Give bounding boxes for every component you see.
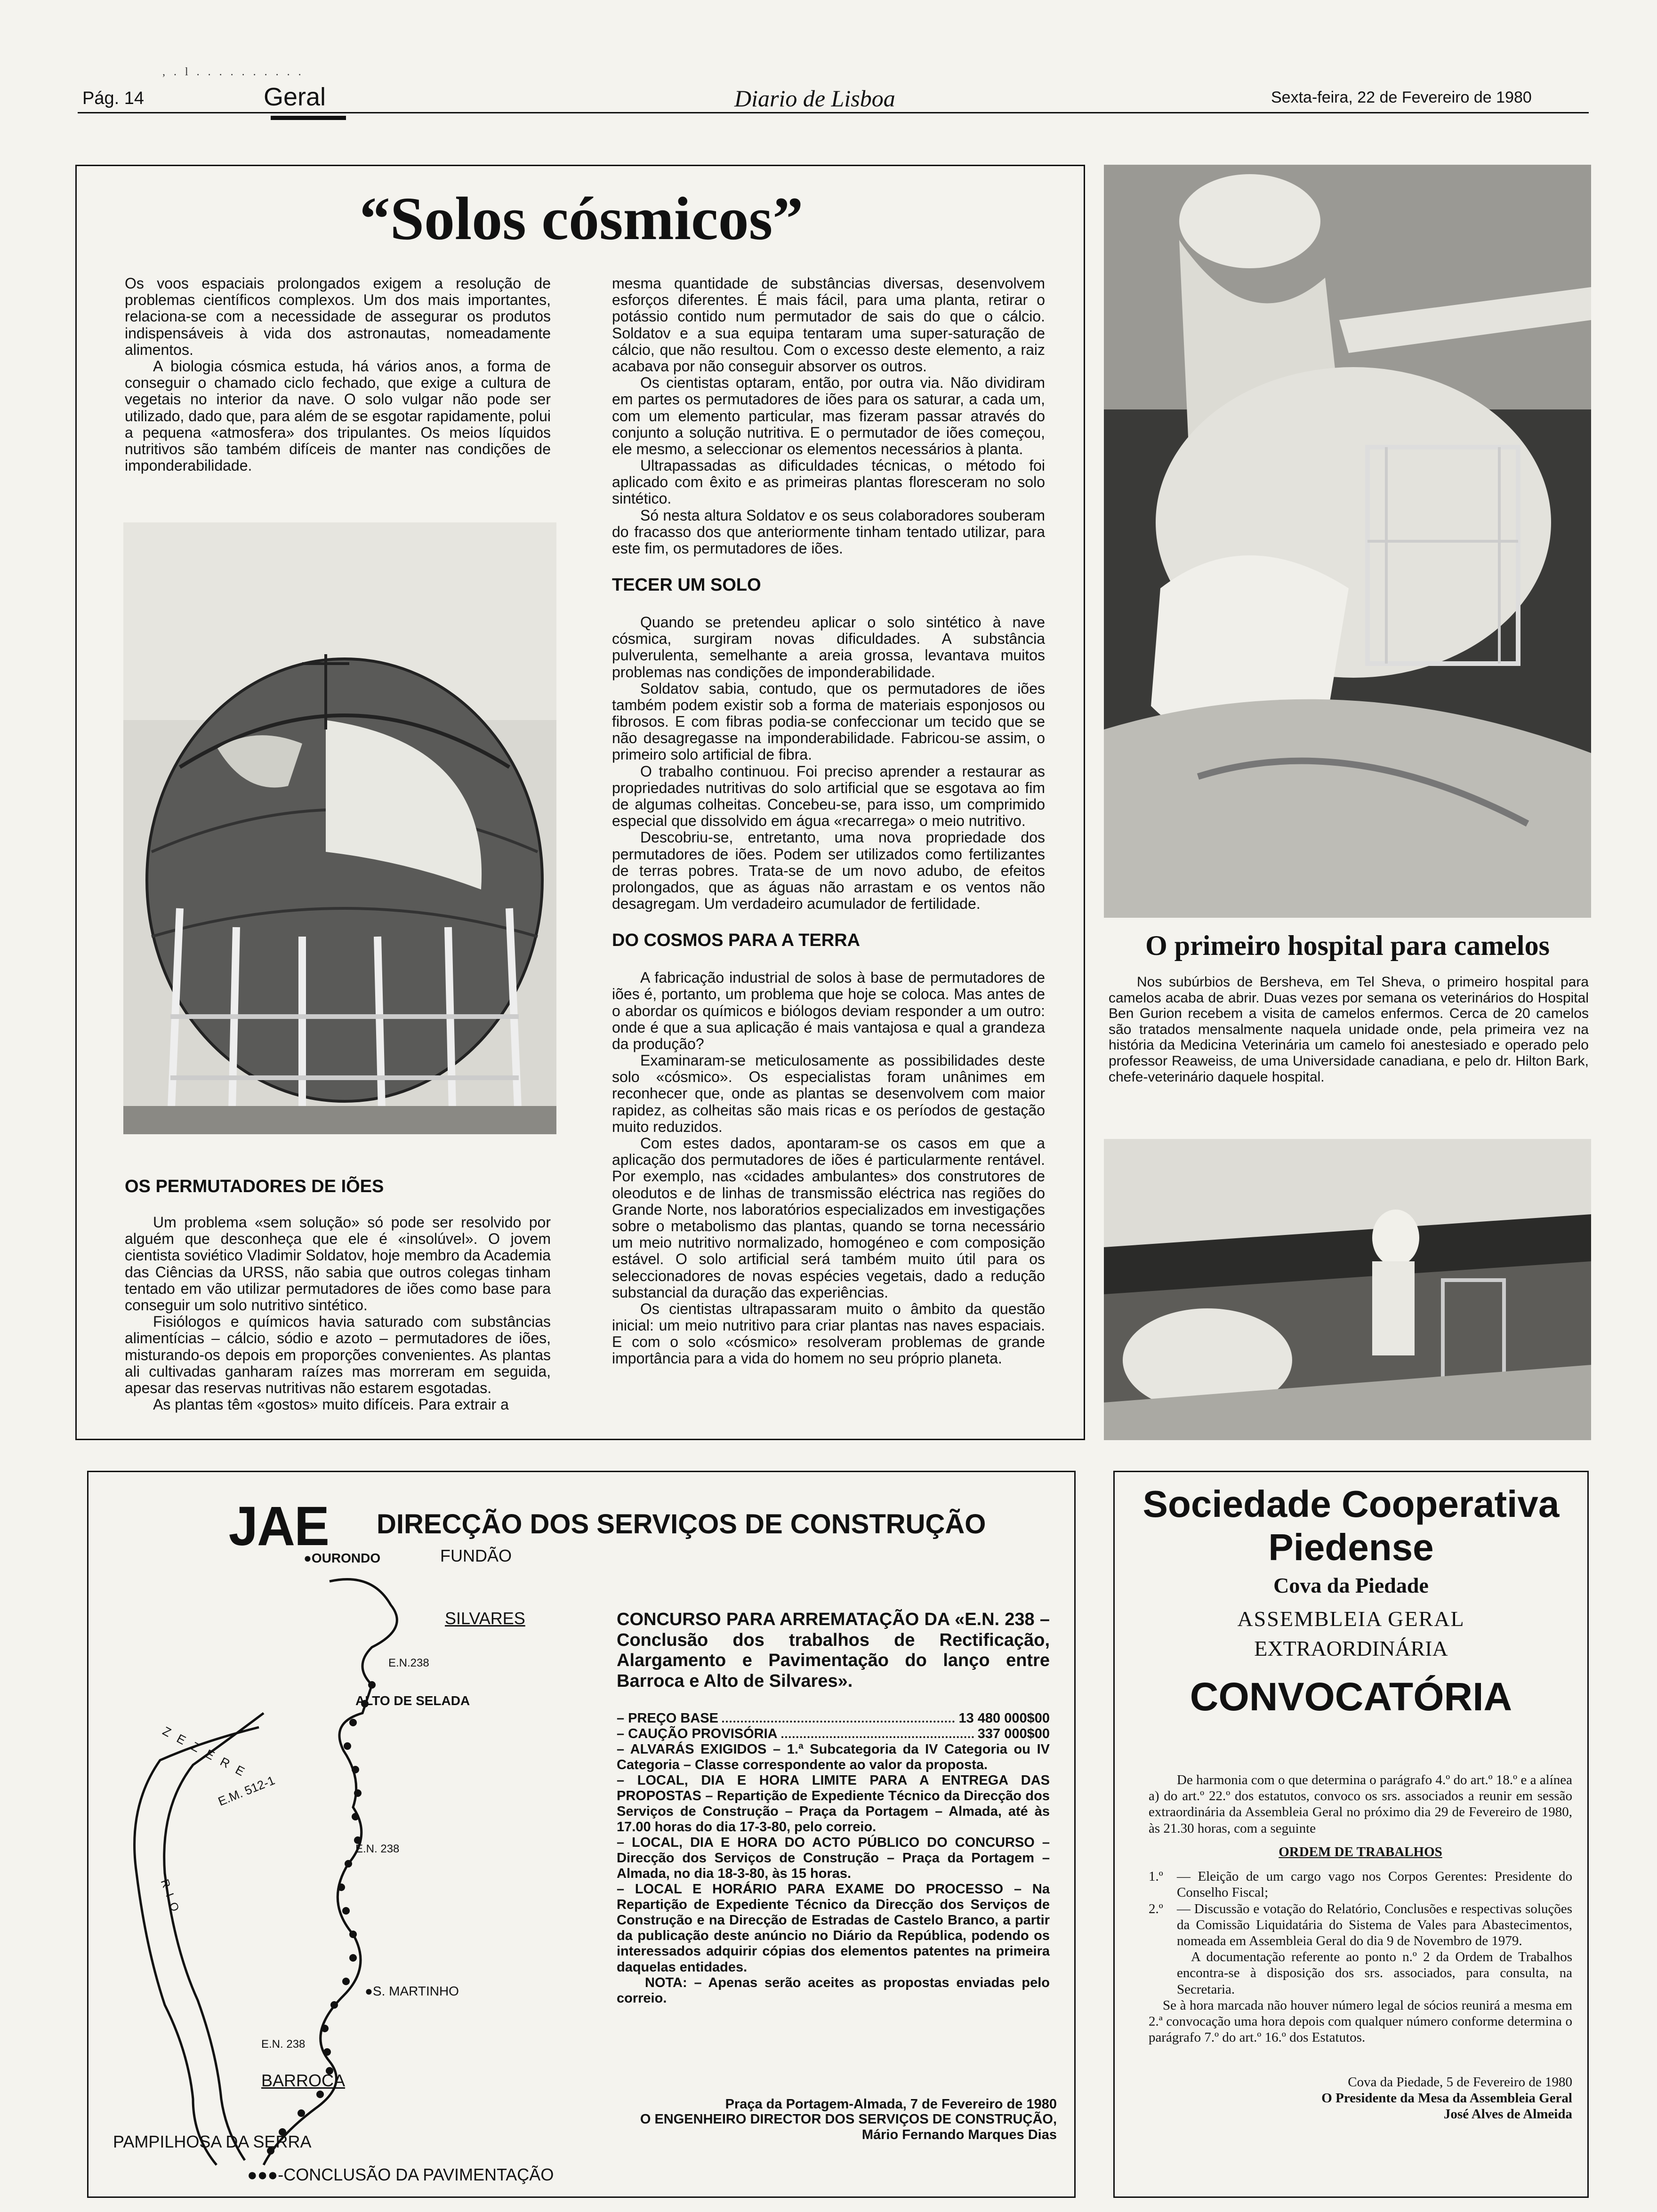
coop-quorum: Se à hora marcada não houver número legal de sócios reunirá a mesma em 2.ª convocação uma hora depois com qualquer número conforme determina o parágrafo 7.º do art.º 16.º dos Estatutos. bbox=[1149, 1997, 1572, 2045]
body-paragraph: Os cientistas ultrapassaram muito o âmbito da questão inicial: um meio nutritivo para criar plantas nas naves espaciais. E com o solo «cósmico» resolveram problemas de grande importância para a vida do homem no seu próprio planeta. bbox=[612, 1300, 1045, 1367]
jae-signoff bbox=[617, 2097, 1057, 2142]
map-label-barroca: BARROCA bbox=[261, 2071, 346, 2090]
notice-item: – LOCAL, DIA E HORA LIMITE PARA A ENTREGA DAS PROPOSTAS – Repartição de Expediente Técnico da Direcção dos Serviços de Construção – Praça da Portagem – Almada, até às 17.00 horas do dia 17-3-80, pelo correio. bbox=[617, 1772, 1050, 1835]
item-text: — Eleição de um cargo vago nos Corpos Gerentes: Presidente do Conselho Fiscal; bbox=[1177, 1869, 1572, 1900]
dome-photo bbox=[123, 522, 556, 1134]
body-paragraph: O trabalho continuou. Foi preciso aprender a restaurar as propriedades nutritivas do solo artificial que se esgotava ao fim de algumas colheitas. Concebeu-se, para isso, um comprimido especial que dissolvido em água «recarrega» o meio nutritivo. bbox=[612, 762, 1045, 830]
body-paragraph: Soldatov sabia, contudo, que os permutadores de iões também podem existir sob a forma de materiais esponjosos ou fibrosos. E com fibras podia-se confeccionar um tecido que se não desagregasse na imponderabilidade. Fabricou-se assim, o primeiro solo artificial de fibra. bbox=[612, 680, 1045, 763]
coop-item-2 bbox=[1149, 1901, 1572, 1949]
road-map bbox=[108, 1544, 603, 2193]
body-paragraph: Ultrapassadas as dificuldades técnicas, o método foi aplicado com êxito e as primeiras plantas floresceram no solo sintético. bbox=[612, 457, 1045, 507]
coop-sign-name: José Alves de Almeida bbox=[1443, 2106, 1572, 2122]
map-label-ourondo: ●OURONDO bbox=[304, 1551, 381, 1565]
jae-header: DIRECÇÃO DOS SERVIÇOS DE CONSTRUÇÃO bbox=[377, 1509, 986, 1539]
masthead: Diario de Lisboa bbox=[734, 85, 895, 112]
signoff-name: Mário Fernando Marques Dias bbox=[861, 2127, 1057, 2142]
caucao-row bbox=[617, 1726, 1050, 1742]
camel-ward-photo bbox=[1104, 1139, 1591, 1440]
map-label-alto-selada: ALTO DE SELADA bbox=[355, 1693, 470, 1708]
preco-base-value: 13 480 000$00 bbox=[958, 1710, 1050, 1726]
coop-assembly-1: ASSEMBLEIA GERAL bbox=[1237, 1607, 1465, 1631]
map-legend: ●●●-CONCLUSÃO DA PAVIMENTAÇÃO bbox=[247, 2165, 554, 2184]
body-paragraph: mesma quantidade de substâncias diversas, desenvolvem esforços diferentes. É mais fácil, para uma planta, retirar o potássio contido num permutador de sais do que o cálcio. Soldatov e a sua equipa tentaram uma super-saturação de cálcio, que não resultou. Com o excesso deste elemento, a raiz acabava por não conseguir absorver os outros. bbox=[612, 275, 1045, 375]
coop-intro: De harmonia com o que determina o parágrafo 4.º do art.º 18.º e a alínea a) do art.º 22.º dos estatutos, convoco os srs. associados a reunir em sessão extraordinária da Assembleia Geral no próximo dia 29 de Fevereiro de 1980, às 21.30 horas, com a seguinte bbox=[1149, 1772, 1572, 1836]
notice-item: – ALVARÁS EXIGIDOS – 1.ª Subcategoria da IV Categoria ou IV Categoria – Classe correspondente ao valor da proposta. bbox=[617, 1741, 1050, 1772]
intro-paragraph: Os voos espaciais prolongados exigem a resolução de problemas científicos complexos. Um dos mais importantes, relaciona-se com a necessidade de assegurar os produtos indispensáveis à vida dos astronautas, nomeadamente alimentos. bbox=[125, 275, 551, 358]
heading-cosmos-to-earth: DO COSMOS PARA A TERRA bbox=[612, 930, 861, 951]
coop-body bbox=[1149, 1772, 1572, 2122]
coop-sign-role: O Presidente da Mesa da Assembleia Geral bbox=[1321, 2090, 1572, 2106]
section-ion-exchangers bbox=[125, 1214, 551, 1413]
coop-signature bbox=[1149, 2074, 1572, 2123]
notice-item: – LOCAL E HORÁRIO PARA EXAME DO PROCESSO – Na Repartição de Expediente Técnico da Direcção dos Serviços de Construção e na Direcção de Estradas de Castelo Branco, a partir da publicação deste anúncio no Diário da República, podendo os interessados adquirir cópias dos elementos patentes na primeira daquelas entidades. bbox=[617, 1882, 1050, 1975]
map-label-en238-a: E.N.238 bbox=[388, 1657, 429, 1669]
article-title: “Solos cósmicos” bbox=[359, 185, 804, 253]
coop-name-2: Piedense bbox=[1268, 1526, 1434, 1568]
map-label-en238-b: E.N. 238 bbox=[355, 1843, 400, 1855]
heading-ion-exchangers: OS PERMUTADORES DE IÕES bbox=[125, 1177, 384, 1196]
map-label-em512: E.M. 512-1 bbox=[216, 1773, 277, 1809]
coop-doc-note: A documentação referente ao ponto n.º 2 da Ordem de Trabalhos encontra-se à disposição dos srs. associados, para consulta, na Secretaria. bbox=[1177, 1949, 1572, 1997]
caucao-value: 337 000$00 bbox=[977, 1726, 1050, 1741]
preco-base-row bbox=[617, 1711, 1050, 1726]
concurso-title: CONCURSO PARA ARREMATAÇÃO DA «E.N. 238 – Conclusão dos trabalhos de Rectificação, Alargamento e Pavimentação do lanço entre Barroca e Alto de Silvares». bbox=[617, 1610, 1050, 1691]
item-number: 1.º bbox=[1149, 1869, 1163, 1884]
item-text: — Discussão e votação do Relatório, Conclusões e respectivas soluções da Comissão Liquidatária do Sistema de Vales para Abastecimentos, nomeada em Assembleia Geral do dia 9 de Novembro de 1979. bbox=[1177, 1901, 1572, 1948]
body-paragraph: Um problema «sem solução» só pode ser resolvido por alguém que desconheça que ele é «insolúvel». O jovem cientista soviético Vladimir Soldatov, hoje membro da Academia das Ciências da URSS, não sabia que outros colegas tinham tentado em vão utilizar permutadores de iões como base para conseguir um solo nutritivo sintético. bbox=[125, 1214, 551, 1314]
camel-title: O primeiro hospital para camelos bbox=[1145, 930, 1550, 961]
map-label-s-martinho: ●S. MARTINHO bbox=[365, 1984, 459, 1998]
signoff-role: O ENGENHEIRO DIRECTOR DOS SERVIÇOS DE CONSTRUÇÃO, bbox=[640, 2112, 1057, 2127]
coop-date: Cova da Piedade, 5 de Fevereiro de 1980 bbox=[1348, 2074, 1572, 2090]
camel-hospital-photo bbox=[1104, 165, 1591, 918]
leader-dots bbox=[781, 1726, 974, 1738]
body-paragraph: Os cientistas optaram, então, por outra via. Não dividiram em partes os permutadores de iões para os saturar, a cada um, com um elemento particular, mas fizeram passar através do conjunto a solução nutritiva. E o permutador de iões começou, ele mesmo, a seleccionar os elementos necessários à planta. bbox=[612, 374, 1045, 457]
article-intro bbox=[125, 275, 551, 474]
coop-header bbox=[1116, 1483, 1586, 1720]
map-label-silvares: SILVARES bbox=[445, 1609, 525, 1628]
notice-item: – LOCAL, DIA E HORA DO ACTO PÚBLICO DO CONCURSO – Direcção dos Serviços de Construção – Praça da Portagem – Almada, no dia 18-3-80, às 15 horas. bbox=[617, 1835, 1050, 1882]
body-paragraph: Fisiólogos e químicos havia saturado com substâncias alimentícias – cálcio, sódio e azoto – permutadores de iões, misturando-os depois em proporções convenientes. As plantas ali cultivadas ganharam raízes mas morreram em seguida, apesar das reservas nutritivas não estarem esgotadas. bbox=[125, 1313, 551, 1396]
map-label-en238-c: E.N. 238 bbox=[261, 2038, 306, 2051]
body-paragraph: Só nesta altura Soldatov e os seus colaboradores souberam do fracasso dos que anteriormente tinham tentado utilizar, para este fim, os permutadores de iões. bbox=[612, 506, 1045, 557]
caucao-label: – CAUÇÃO PROVISÓRIA bbox=[617, 1726, 778, 1741]
preco-base-label: – PREÇO BASE bbox=[617, 1710, 718, 1726]
coop-assembly-2: EXTRAORDINÁRIA bbox=[1254, 1636, 1448, 1660]
page-label: Pág. 14 bbox=[82, 88, 144, 108]
coop-convocatoria: CONVOCATÓRIA bbox=[1190, 1675, 1512, 1719]
body-paragraph: A fabricação industrial de solos à base de permutadores de iões é, portanto, um problema que hoje se coloca. Mas antes de o abordar os químicos e biólogos deviam responder a um outro: onde é que a sua aplicação é mais vantajosa e qual a grandeza da produção? bbox=[612, 969, 1045, 1052]
issue-date: Sexta-feira, 22 de Fevereiro de 1980 bbox=[1271, 88, 1532, 106]
jae-notice bbox=[617, 1610, 1050, 2006]
body-paragraph: Quando se pretendeu aplicar o solo sintético à nave cósmica, surgiram novas dificuldades. A substância pulverulenta, semelhante a areia grossa, levantava muitos problemas nas condições de imponderabilidade. bbox=[612, 613, 1045, 681]
stray-marks: , . l . . . . . . . . . . bbox=[162, 66, 304, 78]
map-label-fundao: FUNDÃO bbox=[440, 1546, 512, 1565]
notice-note: NOTA: – Apenas serão aceites as propostas enviadas pelo correio. bbox=[617, 1975, 1050, 2006]
section-label: Geral bbox=[264, 83, 326, 111]
body-paragraph: Descobriu-se, entretanto, uma nova propriedade dos permutadores de iões. Podem ser utilizados como fertilizantes de terras pobres. Trata-se de um novo adubo, de efeitos prolongados, que as águas não arrastam e os ventos não desagregam. Um verdadeiro acumulador de fertilidade. bbox=[612, 829, 1045, 913]
coop-item-1 bbox=[1149, 1868, 1572, 1900]
map-label-zezere: ZEZERE bbox=[160, 1723, 255, 1783]
map-label-pampilhosa: PAMPILHOSA DA SERRA bbox=[113, 2132, 312, 2151]
body-paragraph: Com estes dados, apontaram-se os casos em que a aplicação dos permutadores de iões é particularmente rentável. Por exemplo, nas «cidades ambulantes» dos construtores de oleodutos e de linhas de transmissão eléctrica nas regiões do Grande Norte, nos laboratórios especializados em investigações sobre o metabolismo das plantas, quando se torna necessário um meio nutritivo normalizado, homogéneo e com composição estável. O solo artificial será também muito útil para os seleccionadores de novas espécies vegetais, dado a redução substancial da duração das experiências. bbox=[612, 1135, 1045, 1301]
body-paragraph: As plantas têm «gostos» muito difíceis. Para extrair a bbox=[153, 1396, 509, 1413]
jae-logo: JAE bbox=[228, 1495, 329, 1557]
coop-ordem: ORDEM DE TRABALHOS bbox=[1279, 1844, 1442, 1859]
section-underline bbox=[271, 116, 346, 120]
camel-body: Nos subúrbios de Bersheva, em Tel Sheva, o primeiro hospital para camelos acaba de abrir. Duas vezes por semana os veterinários do Hospital Ben Gurion recebem a visita de camelos enfermos. Cerca de 20 camelos são tratados mensalmente naquela unidade onde, pela primeira vez na história da Medicina Veterinária um camelo foi anestesiado e operado pelo professor Reaweiss, de uma Universidade canadiana, e pelo dr. Hilton Bark, chefe-veterinário daquele hospital. bbox=[1109, 974, 1589, 1085]
map-label-rio: RIO bbox=[158, 1877, 184, 1920]
item-number: 2.º bbox=[1149, 1901, 1163, 1916]
coop-place: Cova da Piedade bbox=[1273, 1573, 1429, 1597]
coop-name-1: Sociedade Cooperativa bbox=[1142, 1483, 1560, 1525]
body-paragraph: Examinaram-se meticulosamente as possibilidades deste solo «cósmico». Os especialistas foram unânimes em reconhecer que, onde as plantas se desenvolvem com maior rapidez, as colheitas são mais ricas e os períodos de gestação muito reduzidos. bbox=[612, 1052, 1045, 1135]
signoff-place-date: Praça da Portagem-Almada, 7 de Fevereiro de 1980 bbox=[725, 2097, 1057, 2112]
heading-weave-soil: TECER UM SOLO bbox=[612, 575, 761, 595]
leader-dots bbox=[722, 1711, 955, 1723]
intro-paragraph: A biologia cósmica estuda, há vários anos, a forma de conseguir o chamado ciclo fechado, que exige a cultura de vegetais no interior da nave. O solo vulgar não pode ser utilizado, dado que, para além de se esgotar rapidamente, polui a pequena «atmosfera» dos tripulantes. Os meios líquidos nutritivos são também difíceis de manter nas condições de imponderabilidade. bbox=[125, 357, 551, 474]
header-rule bbox=[78, 112, 1589, 113]
article-column-2 bbox=[612, 275, 1045, 1367]
